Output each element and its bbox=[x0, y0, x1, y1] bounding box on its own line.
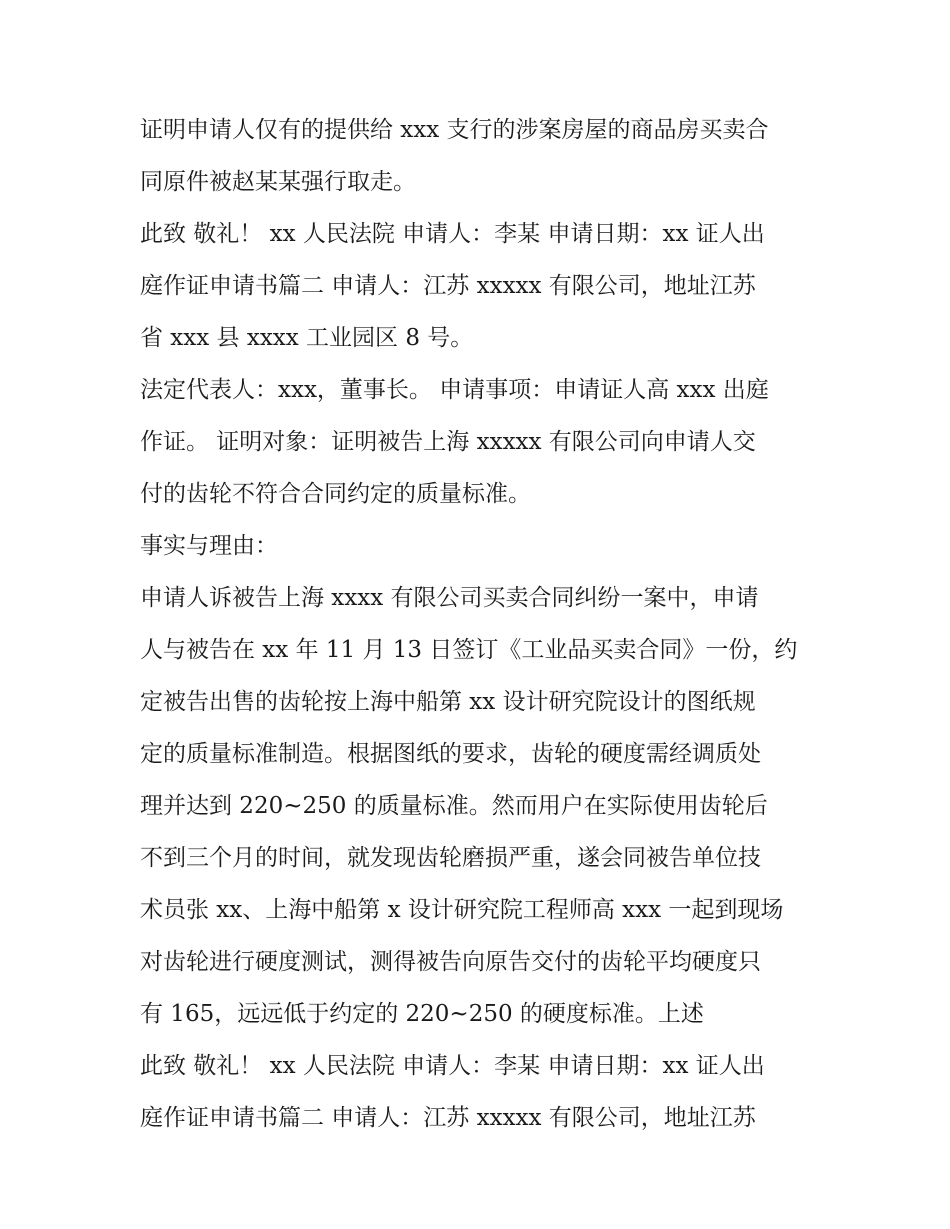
text-line: 庭作证申请书篇二 申请人：江苏 xxxxx 有限公司，地址江苏 bbox=[140, 1105, 756, 1131]
text-line: 理并达到 220~250 的质量标准。然而用户在实际使用齿轮后 bbox=[140, 793, 768, 819]
section-heading: 事实与理由： bbox=[140, 533, 278, 559]
text-line: 人与被告在 xx 年 11 月 13 日签订《工业品买卖合同》一份，约 bbox=[140, 637, 798, 663]
text-line: 同原件被赵某某强行取走。 bbox=[140, 169, 416, 195]
text-line: 术员张 xx、上海中船第 x 设计研究院工程师高 xxx 一起到现场 bbox=[140, 897, 784, 923]
text-line: 对齿轮进行硬度测试，测得被告向原告交付的齿轮平均硬度只 bbox=[140, 949, 761, 975]
text-line: 此致 敬礼！ xx 人民法院 申请人：李某 申请日期：xx 证人出 bbox=[140, 1053, 765, 1079]
text-line: 付的齿轮不符合合同约定的质量标准。 bbox=[140, 481, 531, 507]
text-line: 定的质量标准制造。根据图纸的要求，齿轮的硬度需经调质处 bbox=[140, 741, 761, 767]
text-line: 证明申请人仅有的提供给 xxx 支行的涉案房屋的商品房买卖合 bbox=[140, 117, 769, 143]
document-body bbox=[140, 104, 820, 1144]
text-line: 不到三个月的时间，就发现齿轮磨损严重，遂会同被告单位技 bbox=[140, 845, 761, 871]
text-line: 有 165，远远低于约定的 220~250 的硬度标准。上述 bbox=[140, 1001, 704, 1027]
text-line: 此致 敬礼！ xx 人民法院 申请人：李某 申请日期：xx 证人出 bbox=[140, 221, 765, 247]
text-line: 法定代表人：xxx，董事长。 申请事项：申请证人高 xxx 出庭 bbox=[140, 377, 769, 403]
text-line: 作证。 证明对象：证明被告上海 xxxxx 有限公司向申请人交 bbox=[140, 429, 756, 455]
text-line: 庭作证申请书篇二 申请人：江苏 xxxxx 有限公司，地址江苏 bbox=[140, 273, 756, 299]
text-line: 定被告出售的齿轮按上海中船第 xx 设计研究院设计的图纸规 bbox=[140, 689, 756, 715]
text-line: 申请人诉被告上海 xxxx 有限公司买卖合同纠纷一案中，申请 bbox=[140, 585, 759, 611]
text-line: 省 xxx 县 xxxx 工业园区 8 号。 bbox=[140, 325, 474, 351]
